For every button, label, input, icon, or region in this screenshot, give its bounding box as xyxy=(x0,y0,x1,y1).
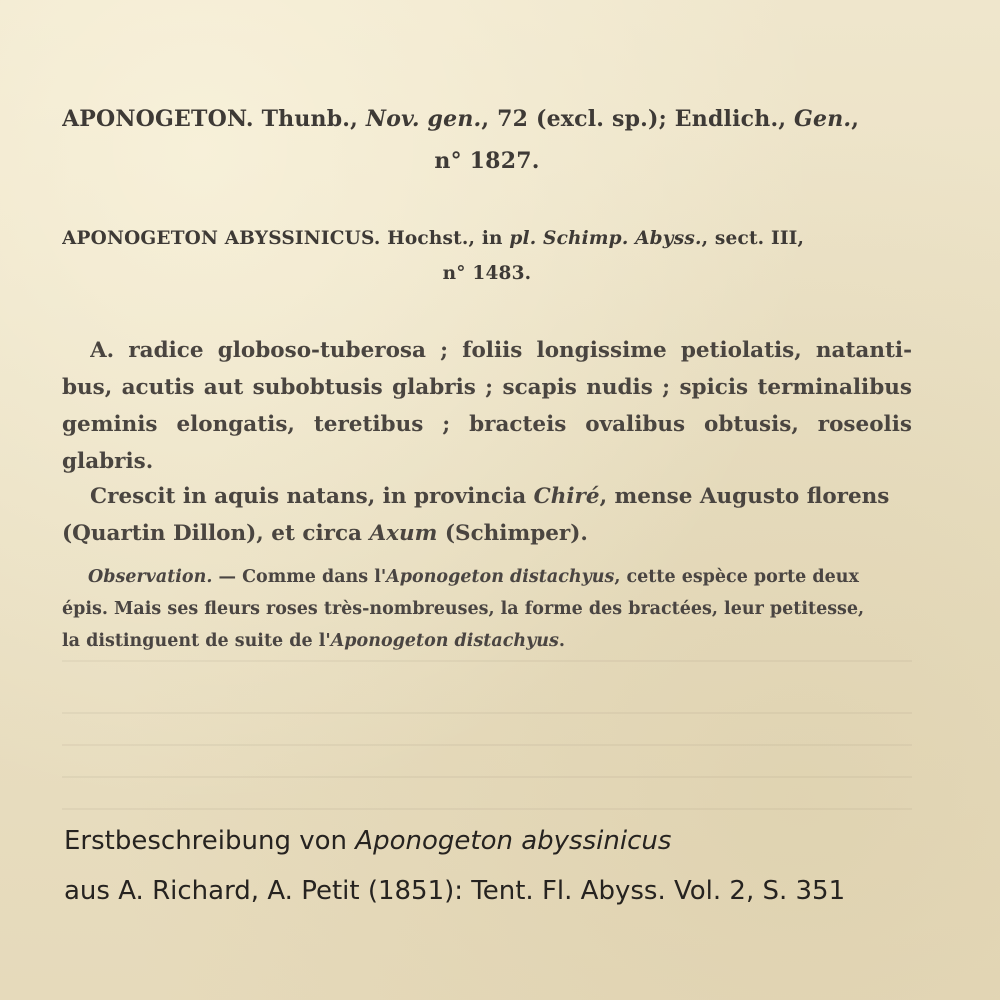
species-work: pl. Schimp. Abyss. xyxy=(509,228,702,249)
habitat-text-1: Crescit in aquis natans, in provincia xyxy=(90,484,527,509)
species-ref: , sect. III, xyxy=(701,228,805,249)
observation-text-4: . xyxy=(558,631,565,651)
habitat-text-4: (Schimper). xyxy=(444,521,588,546)
genus-ref-1: , 72 (excl. sp.); Endlich., xyxy=(481,106,787,132)
bleed-through-line xyxy=(62,712,912,714)
description-line-3: geminis elongatis, teretibus ; bracteis ovalibus obtusis, roseolis xyxy=(62,412,912,437)
observation-species-2: Aponogeton distachyus xyxy=(330,631,559,651)
observation-text-2: , cette espèce porte deux xyxy=(614,567,859,587)
genus-work-2: Gen. xyxy=(794,106,852,132)
bleed-through-line xyxy=(62,660,912,662)
observation-line-3 xyxy=(62,631,912,651)
observation-line-1 xyxy=(88,567,912,587)
observation-species-1: Aponogeton distachyus xyxy=(386,567,615,587)
genus-name: APONOGETON. xyxy=(62,106,254,132)
bleed-through-line xyxy=(62,776,912,778)
habitat-line-2 xyxy=(62,521,912,546)
description-line-1: A. radice globoso-tuberosa ; foliis longissime petiolatis, natanti- xyxy=(90,338,912,363)
caption-line-1 xyxy=(64,826,671,856)
observation-text-1: — Comme dans l' xyxy=(212,567,387,587)
habitat-line-1 xyxy=(90,484,912,509)
genus-work: Nov. gen. xyxy=(365,106,482,132)
habitat-text-3: (Quartin Dillon), et circa xyxy=(62,521,362,546)
habitat-place-2: Axum xyxy=(369,521,438,546)
genus-heading xyxy=(62,106,912,132)
description-line-2: bus, acutis aut subobtusis glabris ; scapis nudis ; spicis terminalibus xyxy=(62,375,912,400)
species-name: APONOGETON ABYSSINICUS. xyxy=(62,228,381,249)
habitat-place-1: Chiré xyxy=(533,484,600,509)
genus-ref-2: , xyxy=(851,106,860,132)
bleed-through-line xyxy=(62,744,912,746)
habitat-text-2: , mense Augusto florens xyxy=(599,484,890,509)
description-line-4: glabris. xyxy=(62,449,154,474)
genus-number: n° 1827. xyxy=(434,148,540,174)
species-author: Hochst., in xyxy=(387,228,503,249)
bleed-through-line xyxy=(62,808,912,810)
observation-line-2: épis. Mais ses fleurs roses très-nombreuses, la forme des bractées, leur petitesse, xyxy=(62,599,865,619)
species-heading xyxy=(62,228,912,249)
genus-author: Thunb., xyxy=(261,106,359,132)
caption-line-2: aus A. Richard, A. Petit (1851): Tent. Fl. Abyss. Vol. 2, S. 351 xyxy=(64,876,846,906)
species-number: n° 1483. xyxy=(442,263,532,284)
caption-species: Aponogeton abyssinicus xyxy=(355,826,672,856)
observation-label: Observation. xyxy=(88,567,213,587)
observation-text-3: la distinguent de suite de l' xyxy=(62,631,331,651)
caption-prefix: Erstbeschreibung von xyxy=(64,826,348,856)
